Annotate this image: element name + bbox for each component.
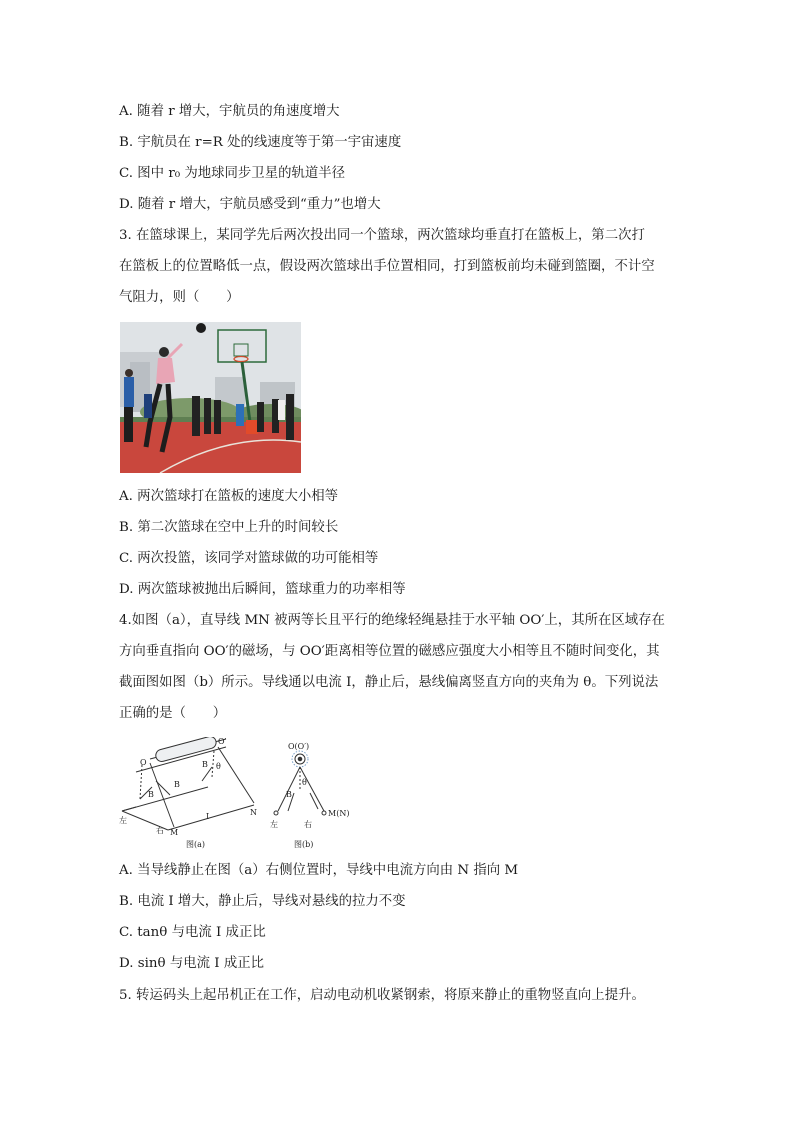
q2-option-a: A. 随着 r 增大，宇航员的角速度增大 [119,104,340,119]
q4-stem-line-3: 截面图如图（b）所示。导线通以电流 I，静止后，悬线偏离竖直方向的夹角为 θ。下列说法 [119,675,659,690]
q2-option-c: C. 图中 r₀ 为地球同步卫星的轨道半径 [119,166,346,181]
label-b-a-2: B [148,790,154,799]
basketball-photo [120,322,301,473]
q4-option-a: A. 当导线静止在图（a）右侧位置时，导线中电流方向由 N 指向 M [119,863,519,878]
q4-stem-line-2: 方向垂直指向 OO′的磁场，与 OO′距离相等位置的磁感应强度大小相等且不随时间变化，其 [119,644,660,659]
q4-stem-line-1: 4.如图（a），直导线 MN 被两等长且平行的绝缘轻绳悬挂于水平轴 OO′上，其所在区域存在 [119,613,665,628]
label-b-a-3: B [202,760,208,769]
figure-b [274,751,326,815]
q4-figure [118,737,358,852]
q2-option-b: B. 宇航员在 r=R 处的线速度等于第一宇宙速度 [119,135,402,150]
q3-stem-line-1: 3. 在篮球课上，某同学先后两次投出同一个篮球，两次篮球均垂直打在篮板上，第二次打 [119,228,645,243]
label-left-a: 左 [119,816,127,825]
q3-stem-line-3: 气阻力，则（ ） [119,290,240,305]
label-b-b: B [286,790,292,799]
label-b-a-1: B [174,780,180,789]
q5-stem-line-1: 5. 转运码头上起吊机正在工作，启动电动机收紧钢索，将原来静止的重物竖直向上提升。 [119,988,645,1003]
q2-option-d: D. 随着 r 增大，宇航员感受到“重力”也增大 [119,197,381,212]
label-theta-a: θ [216,762,221,771]
q4-stem-line-4: 正确的是（ ） [119,706,227,721]
figure-a [122,737,254,830]
label-mn: M(N) [328,809,350,818]
q3-option-d: D. 两次篮球被抛出后瞬间，篮球重力的功率相等 [119,582,406,597]
label-n: N [250,808,257,817]
label-theta-b: θ [302,778,307,787]
label-right-b: 右 [304,820,312,829]
label-o: O [140,758,147,767]
q3-option-a: A. 两次篮球打在篮板的速度大小相等 [119,489,339,504]
q3-stem-line-2: 在篮板上的位置略低一点，假设两次篮球出手位置相同，打到篮板前均未碰到篮圈，不计空 [119,259,655,274]
q4-option-d: D. sinθ 与电流 I 成正比 [119,956,265,971]
label-oo-prime: O(O′) [288,742,310,751]
q3-option-b: B. 第二次篮球在空中上升的时间较长 [119,520,339,535]
q4-option-b: B. 电流 I 增大，静止后，导线对悬线的拉力不变 [119,894,406,909]
label-o-prime: O′ [218,737,227,746]
label-m: M [170,828,179,837]
label-i: I [206,812,210,821]
label-right-a: 右 [156,826,164,835]
caption-a: 图(a) [186,840,206,849]
q4-option-c: C. tanθ 与电流 I 成正比 [119,925,266,940]
caption-b: 图(b) [294,840,314,849]
label-left-b: 左 [270,820,278,829]
q3-option-c: C. 两次投篮，该同学对篮球做的功可能相等 [119,551,379,566]
